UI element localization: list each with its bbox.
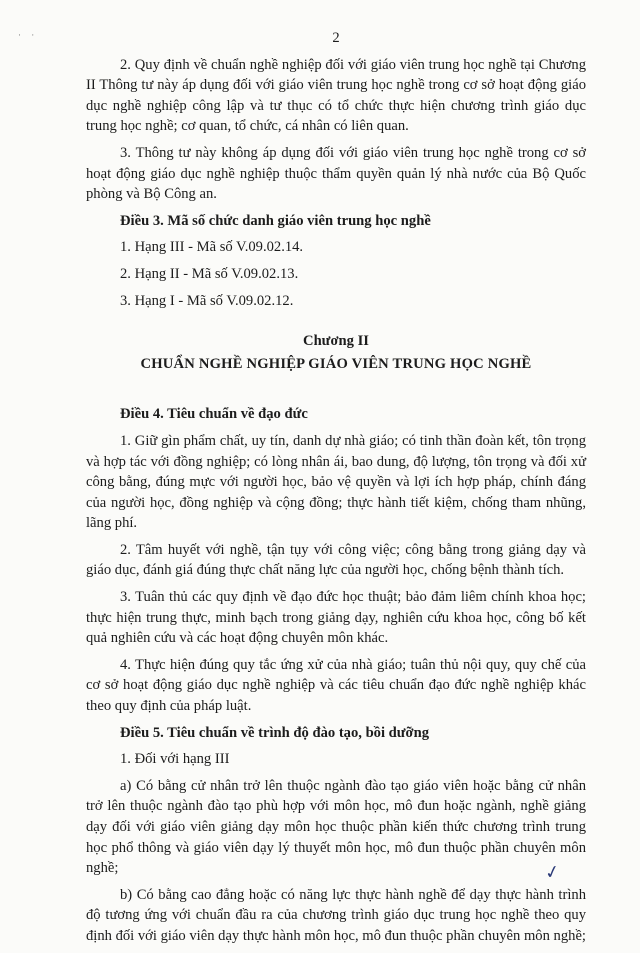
list-item: 3. Tuân thủ các quy định về đạo đức học thuật; bảo đảm liêm chính khoa học; thực hiện trung thực, minh bạch trong giảng dạy, nghiên cứu khoa học, công bố kết quả nghiên cứu và các hoạt động chuyên môn khác.	[86, 589, 586, 647]
document-page	[86, 28, 586, 953]
list-item: a) Có bằng cử nhân trở lên thuộc ngành đào tạo giáo viên hoặc bằng cử nhân trở lên thuộc ngành đào tạo phù hợp với môn học, mô đun hoặc ngành, nghề giảng dạy đối với giáo viên giảng dạy môn học thuộc phần kiến thức chương trình trung học phổ thông và giáo viên dạy lý thuyết môn học, mô đun thuộc phần chuyên môn nghề;	[86, 777, 586, 877]
article-3-title: Điều 3. Mã số chức danh giáo viên trung học nghề	[120, 212, 431, 229]
chapter-label: Chương II	[303, 333, 369, 350]
page-number: 2	[332, 30, 340, 46]
chapter-title: CHUẨN NGHỀ NGHIỆP GIÁO VIÊN TRUNG HỌC NGHỀ	[140, 355, 532, 372]
scan-specks: · ·	[18, 30, 39, 40]
paragraph: 3. Thông tư này không áp dụng đối với giáo viên trung học nghề trong cơ sở hoạt động giáo dục nghề nghiệp thuộc thẩm quyền quản lý nhà nước của Bộ Quốc phòng và Bộ Công an.	[86, 144, 586, 203]
list-item: 1. Giữ gìn phẩm chất, uy tín, danh dự nhà giáo; có tinh thần đoàn kết, tôn trọng và hợp tác với đồng nghiệp; có lòng nhân ái, bao dung, độ lượng, tôn trọng và đối xử công bằng, đúng mực với người học, bảo vệ quyền và lợi ích hợp pháp, chính đáng của người học, đồng nghiệp và cộng đồng; thực hành tiết kiệm, chống tham nhũng, lãng phí.	[86, 432, 586, 532]
list-item: 1. Đối với hạng III	[120, 751, 230, 768]
paragraph: 2. Quy định về chuẩn nghề nghiệp đối với giáo viên trung học nghề tại Chương II Thông tư này áp dụng đối với giáo viên trung học nghề trong cơ sở hoạt động giáo dục nghề nghiệp công lập và tư thục có tổ chức thực hiện chương trình giáo dục trung học nghề; cơ quan, tổ chức, cá nhân có liên quan.	[86, 56, 586, 135]
list-item: 2. Tâm huyết với nghề, tận tụy với công việc; công bằng trong giảng dạy và giáo dục, đánh giá đúng thực chất năng lực của người học, chống bệnh thành tích.	[86, 541, 586, 579]
list-item: 1. Hạng III - Mã số V.09.02.14.	[120, 239, 304, 256]
list-item: 4. Thực hiện đúng quy tắc ứng xử của nhà giáo; tuân thủ nội quy, quy chế của cơ sở hoạt động giáo dục nghề nghiệp và các tiêu chuẩn đạo đức nghề nghiệp khác theo quy định của pháp luật.	[86, 656, 586, 715]
handwritten-check-mark-icon: ✓	[542, 860, 563, 885]
list-item: b) Có bằng cao đẳng hoặc có năng lực thực hành nghề để dạy thực hành trình độ tương ứng với chuẩn đầu ra của chương trình giáo dục trung học nghề theo quy định đối với giáo viên dạy thực hành môn học, mô đun thuộc phần chuyên môn nghề;	[86, 886, 586, 944]
article-5-title: Điều 5. Tiêu chuẩn về trình độ đào tạo, bồi dưỡng	[120, 724, 430, 741]
article-4-title: Điều 4. Tiêu chuẩn về đạo đức	[120, 406, 308, 423]
list-item: 3. Hạng I - Mã số V.09.02.12.	[120, 292, 294, 309]
list-item: 2. Hạng II - Mã số V.09.02.13.	[120, 265, 299, 282]
